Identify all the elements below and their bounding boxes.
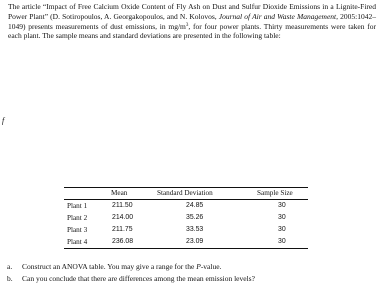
row-mean: 214.00 [112, 214, 134, 221]
row-std-dev: 23.09 [186, 238, 204, 245]
problem-statement [8, 2, 376, 41]
row-plant: Plant 1 [67, 202, 88, 210]
row-sample-size: 30 [278, 238, 286, 245]
journal-name: Journal of Air and Waste Management [218, 11, 337, 21]
row-sample-size: 30 [278, 226, 286, 233]
row-plant: Plant 2 [67, 214, 88, 222]
question-b [7, 274, 255, 283]
row-mean: 211.50 [112, 202, 133, 209]
question-label: b. [7, 274, 13, 283]
margin-mark: f [2, 116, 5, 125]
row-std-dev: 24.85 [186, 202, 204, 209]
row-mean: 236.08 [112, 238, 134, 245]
question-a [7, 262, 222, 271]
question-text: Can you conclude that there are differences among the mean emission levels? [22, 274, 255, 283]
row-mean: 211.75 [112, 226, 133, 233]
table-bottom-rule [64, 248, 308, 249]
row-sample-size: 30 [278, 214, 286, 221]
header-sample-size: Sample Size [257, 189, 293, 197]
intro-text-part2: , 2005:1042–1049) presents measurements of dust emissions, in mg/m [8, 11, 376, 31]
row-sample-size: 30 [278, 202, 286, 209]
row-plant: Plant 3 [67, 226, 88, 234]
unit-superscript: 3 [185, 22, 189, 28]
question-text-part2: -value. [200, 262, 222, 271]
intro-text-part3: , for four power plants. Thirty measurements were taken for each plant. The sample means and standard deviations are presented in the following table: [8, 21, 376, 41]
row-plant: Plant 4 [67, 238, 88, 246]
header-std-dev: Standard Deviation [157, 189, 213, 197]
intro-text-part1: The article “Impact of Free Calcium Oxide Content of Fly Ash on Dust and Sulfur Dioxide Emissions in a Lignite-Fired Power Plant” (D. Sotiropoulos, A. Georgakopoulos, and N. Kolovos, [8, 2, 376, 21]
question-text-part1: Construct an ANOVA table. You may give a range for the [22, 262, 197, 271]
question-label: a. [7, 262, 13, 271]
table-top-rule [64, 187, 308, 188]
header-mean: Mean [111, 189, 128, 197]
question-italic-p: P [196, 262, 201, 271]
table-header-rule [64, 199, 308, 200]
row-std-dev: 33.53 [186, 226, 204, 233]
row-std-dev: 35.26 [186, 214, 204, 221]
